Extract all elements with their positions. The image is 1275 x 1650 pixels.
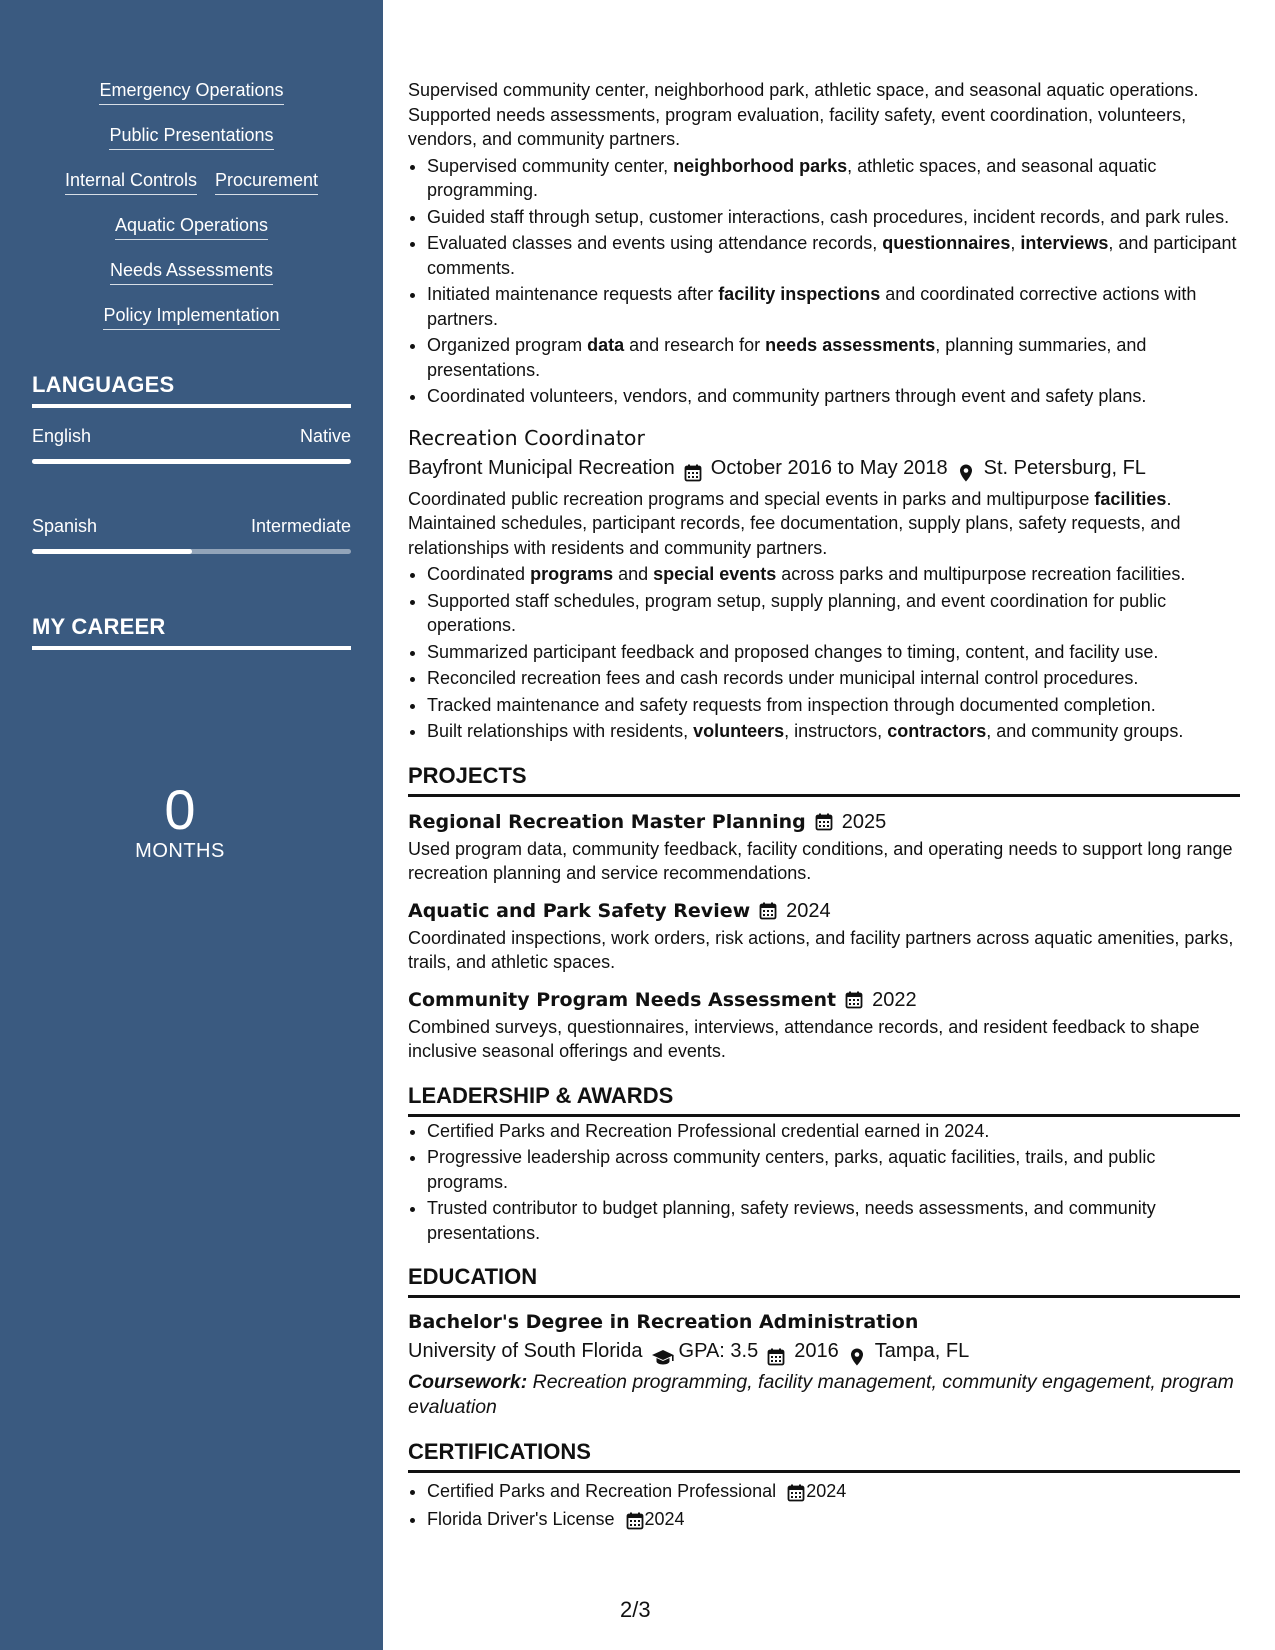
leadership-heading: LEADERSHIP & AWARDS [408,1082,1240,1117]
certification-name: Florida Driver's License [427,1508,615,1529]
bullet-item [427,719,1240,744]
text-run: Coordinated volunteers, vendors, and community partners through event and safety plans. [427,386,1147,406]
text-run: , athletic spaces, and seasonal aquatic programming. [427,155,1157,200]
education-heading: EDUCATION [408,1263,1240,1298]
job-location: St. Petersburg, FL [983,456,1146,479]
text-run: across parks and multipurpose recreation facilities. [776,564,1186,584]
proficiency-fill [32,459,351,464]
projects-heading: PROJECTS [408,762,1240,797]
project-title [408,896,1240,926]
skill-tag: Public Presentations [109,123,273,150]
calendar-icon [814,807,834,837]
calendar-icon [786,1480,806,1505]
job-title: Recreation Coordinator [408,425,645,450]
bullet-item [427,333,1240,382]
career-heading: MY CAREER [32,614,351,650]
project-name: Aquatic and Park Safety Review [408,899,751,922]
text-run: Built relationships with residents, [427,721,694,741]
project-name: Regional Recreation Master Planning [408,810,806,833]
employer: Bayfront Municipal Recreation [408,456,675,479]
skill-row [0,258,383,285]
bold-text: data [587,335,625,355]
job-bullets [408,562,1240,744]
education-meta [408,1336,1240,1366]
bold-text: questionnaires [882,233,1011,253]
bullet-item [427,205,1240,230]
skill-row [0,213,383,240]
bold-text: facilities [1094,488,1167,509]
text-run: Guided staff through setup, customer interactions, cash procedures, incident records, and park rules. [427,206,1230,227]
location-pin-icon [956,458,976,478]
bullet-item [427,562,1240,587]
proficiency-fill [32,549,192,554]
certifications-heading: CERTIFICATIONS [408,1438,1240,1473]
career-value: 0 [164,778,196,841]
gpa: GPA: 3.5 [678,1340,759,1362]
graduation-year: 2016 [794,1340,839,1362]
project-description: Combined surveys, questionnaires, interviews, attendance records, and resident feedback to shape inclusive seasonal offerings and events. [408,1016,1200,1061]
bold-text: needs assessments [765,335,936,355]
calendar-icon [625,1508,645,1533]
text-run: Supervised community center, [427,155,674,176]
bullet-item [427,666,1240,691]
school-name: University of South Florida [408,1340,643,1362]
certification-item [427,1479,1240,1505]
text-run: and [613,564,654,584]
certification-year: 2024 [806,1481,847,1501]
job-meta [408,453,1240,483]
bold-text: neighborhood parks [673,155,848,176]
language-name: English [32,426,92,446]
bullet-item [427,282,1240,331]
text-run: , planning summaries, and presentations. [427,335,1147,380]
text-run: Initiated maintenance requests after [427,284,719,304]
page-number: 2/3 [620,1597,651,1622]
project-name: Community Program Needs Assessment [408,988,837,1011]
bold-text: special events [653,564,777,584]
job-bullets [408,154,1240,409]
bullet-item [427,231,1240,280]
text-run: Coordinated [427,564,531,584]
coursework-text: Recreation programming, facility management, community engagement, program evaluation [408,1371,1234,1418]
text-run: , [1010,233,1021,253]
bullet-item [427,384,1240,409]
project-description: Used program data, community feedback, facility conditions, and operating needs to support long range recreation planning and service recommendations. [408,838,1233,883]
leadership-list [408,1119,1240,1246]
calendar-icon [683,458,703,478]
text-run: Tracked maintenance and safety requests from inspection through documented completion. [427,694,1156,715]
bullet-item [427,589,1240,638]
languages-heading: LANGUAGES [32,372,351,408]
bold-text: facility inspections [718,284,881,304]
text-run: Supported staff schedules, program setup, supply planning, and event coordination for public operations. [427,590,1167,635]
calendar-icon [766,1341,786,1361]
project-year: 2022 [872,988,917,1011]
language-spanish [32,516,351,554]
text-run: , and community groups. [986,721,1184,741]
bullet-item: • Certified Parks and Recreation Professional credential earned in 2024. [427,1119,1240,1144]
language-name: Spanish [32,516,98,536]
bold-text: contractors [887,721,987,741]
skill-row [0,303,383,330]
sidebar [0,0,383,1650]
language-level: Intermediate [250,516,351,536]
skill-tag: Policy Implementation [103,303,279,330]
certification-name: Certified Parks and Recreation Professional [427,1481,777,1501]
career-summary [80,780,280,863]
bold-text: interviews [1020,233,1109,253]
graduation-cap-icon [651,1341,671,1361]
skill-tag: Internal Controls [65,168,197,195]
bullet-item [427,154,1240,203]
skill-tag: Aquatic Operations [115,213,268,240]
text-run: and coordinated corrective actions with partners. [427,284,1197,329]
project-title [408,807,1240,837]
project-year: 2024 [786,899,831,922]
career-unit: MONTHS [135,840,225,862]
bullet-item [427,640,1240,665]
main-content [408,78,1240,1534]
skills-list [0,78,383,348]
certifications-list [408,1479,1240,1532]
text-run: , and participant comments. [427,233,1237,278]
text-run: Summarized participant feedback and proposed changes to timing, content, and facility use. [427,641,1159,662]
text-run: . Maintained schedules, participant records, fee documentation, supply plans, safety requests, and relationships with residents and community partners. [408,488,1181,558]
bullet-item [427,693,1240,718]
coursework [408,1370,1240,1420]
skill-tag: Procurement [215,168,318,195]
coursework-label: Coursework: [408,1371,528,1393]
calendar-icon [758,896,778,926]
degree-title: Bachelor's Degree in Recreation Administration [408,1311,919,1333]
project-title [408,985,1240,1015]
bold-text: volunteers [693,721,785,741]
proficiency-bar [32,459,351,464]
proficiency-bar [32,549,351,554]
language-level: Native [299,426,351,446]
certification-year: 2024 [644,1508,685,1529]
skill-tag: Needs Assessments [110,258,273,285]
location-pin-icon [847,1341,867,1361]
bullet-item: • Trusted contributor to budget planning, safety reviews, needs assessments, and community presentations. [427,1196,1240,1245]
project-year: 2025 [841,810,887,833]
bullet-item: • Progressive leadership across community centers, parks, aquatic facilities, trails, and public programs. [427,1145,1240,1194]
project-description: Coordinated inspections, work orders, risk actions, and facility partners across aquatic amenities, parks, trails, and athletic spaces. [408,927,1234,972]
job-summary [408,487,1240,561]
skill-row [0,168,383,195]
language-english [32,426,351,464]
skill-tag: Emergency Operations [99,78,283,105]
school-location: Tampa, FL [874,1340,970,1362]
text-run: Reconciled recreation fees and cash records under municipal internal control procedures. [427,668,1139,688]
skill-row [0,123,383,150]
job-summary: Supervised community center, neighborhood park, athletic space, and seasonal aquatic operations. Supported needs assessments, program evaluation, facility safety, event coordination, volunteers, vendors, and community partners. [408,80,1199,149]
text-run: Organized program [427,335,588,355]
text-run: , instructors, [784,721,888,741]
projects-list [408,807,1240,1064]
text-run: Evaluated classes and events using attendance records, [427,233,883,253]
skill-row [0,78,383,105]
text-run: and research for [624,335,766,355]
calendar-icon [844,985,864,1015]
job-dates: October 2016 to May 2018 [710,456,948,479]
text-run: Coordinated public recreation programs and special events in parks and multipurpose [408,488,1095,509]
certification-item [427,1507,1240,1533]
bold-text: programs [530,564,614,584]
